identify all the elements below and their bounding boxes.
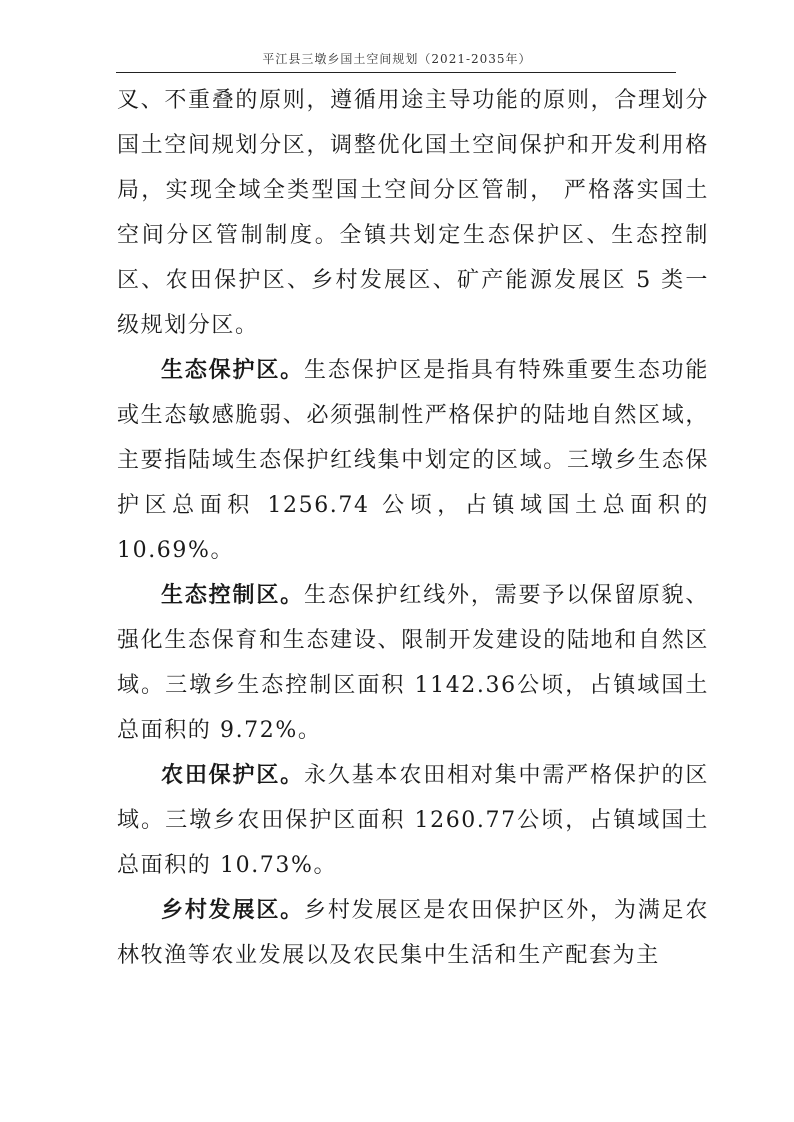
section-ecological-protection xyxy=(117,348,709,573)
section-heading: 农田保护区。 xyxy=(161,763,305,788)
intro-paragraph: 叉、不重叠的原则，遵循用途主导功能的原则，合理划分国土空间规划分区，调整优化国土空间保护和开发利用格局，实现全域全类型国土空间分区管制， 严格落实国土空间分区管制制度。全镇共划定生态保护区、生态控制区、农田保护区、乡村发展区、矿产能源发展区 5 类一级规划分区。 xyxy=(117,88,709,338)
document-body xyxy=(117,78,709,978)
section-heading: 生态保护区。 xyxy=(161,358,305,383)
page-header: 平江县三墩乡国土空间规划（2021-2035年） xyxy=(262,52,532,66)
section-farmland-protection xyxy=(117,753,709,888)
section-text: 生态保护区是指具有特殊重要生态功能或生态敏感脆弱、必须强制性严格保护的陆地自然区域，主要指陆域生态保护红线集中划定的区域。三墩乡生态保护区总面积 1256.74 公顷，占镇域国土总面积的10.69%。 xyxy=(117,358,709,563)
section-heading: 乡村发展区。 xyxy=(161,898,305,923)
section-text: 永久基本农田相对集中需严格保护的区域。三墩乡农田保护区面积 1260.77公顷，占镇域国土总面积的 10.73%。 xyxy=(117,763,709,878)
header-divider xyxy=(116,72,676,73)
section-rural-development xyxy=(117,888,709,978)
section-text: 乡村发展区是农田保护区外，为满足农林牧渔等农业发展以及农民集中生活和生产配套为主 xyxy=(117,898,709,968)
section-text: 生态保护红线外，需要予以保留原貌、强化生态保育和生态建设、限制开发建设的陆地和自然区域。三墩乡生态控制区面积 1142.36公顷，占镇域国土总面积的 9.72%。 xyxy=(117,583,709,743)
section-ecological-control xyxy=(117,573,709,753)
section-heading: 生态控制区。 xyxy=(161,583,305,608)
